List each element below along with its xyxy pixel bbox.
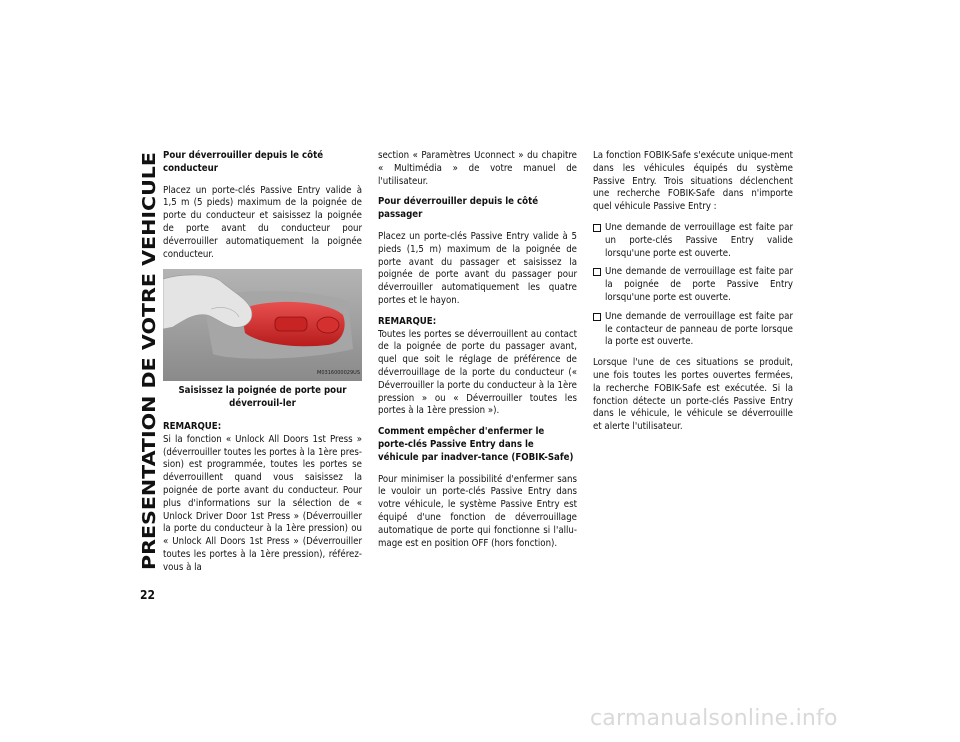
bullet-list [593,222,793,349]
list-item-text: Une demande de verrouillage est faite par un porte-clés Passive Entry valide lorsqu'une porte est ouverte. [605,221,793,259]
remark-text: Si la fonction « Unlock All Doors 1st Press » (déverrouiller toutes les portes à la 1ère pres-sion) est programmée, toutes les portes se déverrouillent quand vous saisissez la poignée de porte avant du conducteur. Pour plus d'informations sur la sélection de « Unlock Driver Door 1st Press » (Déverrouiller la porte du conducteur à la 1ère pression) ou « Unlock All Doors 1st Press » (Déverrouiller toutes les portes à la 1ère pression), référez-vous à la [163,433,362,573]
remark-label: REMARQUE: [163,420,222,432]
column-1 [163,150,362,583]
list-item-text: Une demande de verrouillage est faite par le contacteur de panneau de porte lorsque la porte est ouverte. [605,310,793,348]
column-3 [593,150,793,442]
checkbox-bullet-icon [593,313,601,321]
checkbox-bullet-icon [593,268,601,276]
list-item [593,311,793,349]
list-item [593,266,793,304]
remark [163,421,362,575]
checkbox-bullet-icon [593,224,601,232]
page-number: 22 [140,588,156,602]
paragraph: Lorsque l'une de ces situations se produit, une fois toutes les portes ouvertes fermées, la recherche FOBIK-Safe est exécutée. Si la fonction détecte un porte-clés Passive Entry dans le véhicule, le véhicule se déverrouille et alerte l'utilisateur. [593,357,793,433]
door-handle-illustration [163,269,362,381]
column-2 [378,150,577,558]
list-item [593,222,793,260]
heading-driver-side: Pour déverrouiller depuis le côté conducteur [163,150,324,174]
paragraph: Placez un porte-clés Passive Entry valide à 1,5 m (5 pieds) maximum de la poignée de porte du conducteur et saisissez la poignée de porte avant du conducteur pour déverrouiller automatiquement la poignée conducteur. [163,184,362,260]
figure-reference: M0316000029US [317,369,360,376]
remark-label: REMARQUE: [378,315,437,327]
paragraph: section « Paramètres Uconnect » du chapitre « Multimédia » de votre manuel de l'utilisateur. [378,150,577,187]
watermark: carmanualsonline.info [590,706,838,731]
paragraph: Placez un porte-clés Passive Entry valide à 5 pieds (1,5 m) maximum de la poignée de porte avant du passager et saisissez la poignée de porte avant du passager pour déverrouiller automatiquement les quatre portes et le hayon. [378,230,577,306]
section-title [138,150,160,570]
remark-text: Toutes les portes se déverrouillent au contact de la poignée de porte du passager avant, quel que soit le réglage de préférence de déverrouillage de la porte du conducteur (« Déverrouiller la porte du conducteur à la 1ère pression » ou « Déverrouiller toutes les portes à la 1ère pression »). [378,328,577,417]
list-item-text: Une demande de verrouillage est faite par la poignée de porte Passive Entry lorsqu'une porte est ouverte. [605,266,793,303]
paragraph: Pour minimiser la possibilité d'enfermer sans le vouloir un porte-clés Passive Entry dans votre véhicule, le système Passive Entry est équipé d'une fonction de déverrouillage automatique de porte qui fonctionne si l'allu-mage est en position OFF (hors fonction). [378,473,577,549]
heading-passenger-side: Pour déverrouiller depuis le côté passager [378,196,539,221]
remark [378,316,577,418]
door-handle-figure [163,269,362,381]
figure-caption: Saisissez la poignée de porte pour déverrouil-ler [178,385,347,410]
heading-fobik-safe: Comment empêcher d'enfermer le porte-clés Passive Entry dans le véhicule par inadver-tance (FOBIK-Safe) [378,426,574,463]
section-title-text: PRESENTATION DE VOTRE VEHICULE [140,214,160,570]
paragraph: La fonction FOBIK-Safe s'exécute unique-ment dans les véhicules équipés du système Passive Entry. Trois situations déclenchent une recherche FOBIK-Safe dans n'importe quel véhicule Passive Entry : [593,150,793,213]
